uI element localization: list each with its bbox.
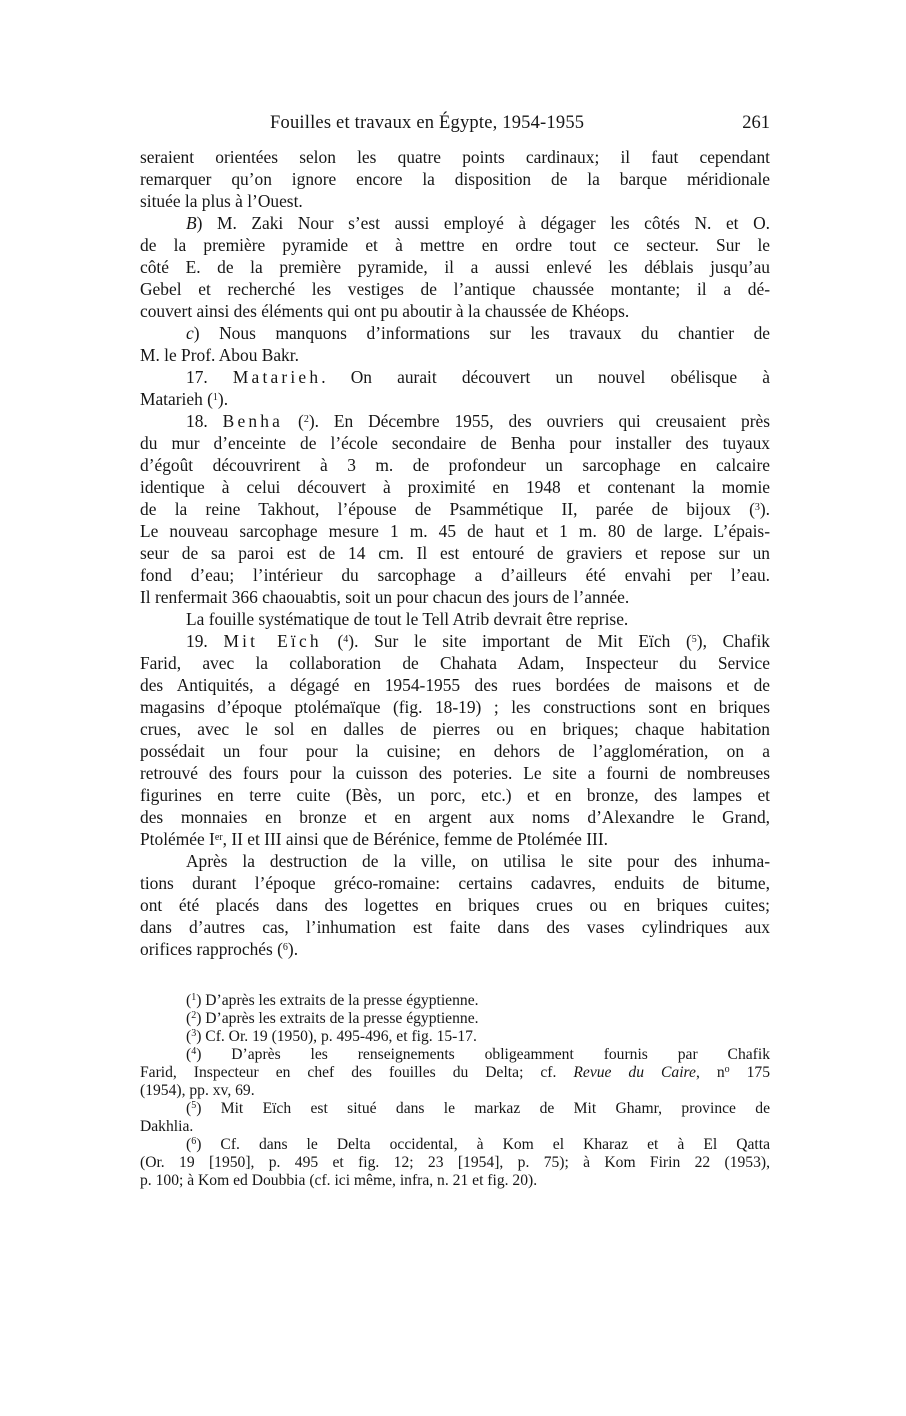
text-line: identique à celui découvert à proximité en 1948 et contenant la momie [140, 477, 770, 497]
footnote-line: Farid, Inspecteur en chef des fouilles du Delta; cf. Revue du Caire, $n^o$ 175 [140, 1064, 770, 1081]
text-line: La fouille systématique de tout le Tell Atrib devrait être reprise. [186, 609, 629, 629]
text-line: crues, avec le sol en dalles de pierres ou en briques; chaque habitation [140, 719, 770, 739]
text-line: fond d’eau; l’intérieur du sarcophage a d’ailleurs été envahi per l’eau. [140, 565, 770, 585]
text-line: 18. Benha ($^2$). En Décembre 1955, des ouvriers qui creusaient près [186, 411, 771, 431]
text-line: Le nouveau sarcophage mesure 1 m. 45 de haut et 1 m. 80 de large. L’épais- [140, 521, 770, 541]
text-line: Farid, avec la collaboration de Chahata Adam, Inspecteur du Service [140, 653, 770, 673]
text-line: figurines en terre cuite (Bès, un porc, etc.) et en bronze, des lampes et [140, 785, 770, 805]
text-line: seraient orientées selon les quatre points cardinaux; il faut cependant [140, 147, 770, 167]
text-line: des Antiquités, a dégagé en 1954-1955 des rues bordées de maisons et de [140, 675, 770, 695]
text-line: 17. Matarieh. On aurait découvert un nouvel obélisque à [186, 367, 770, 387]
footnote-line: (Or. 19 [1950], p. 495 et fig. 12; 23 [1954], p. 75); à Kom Firin 22 (1953), [140, 1154, 770, 1171]
text-line: tions durant l’époque gréco-romaine: certains cadavres, enduits de bitume, [140, 873, 770, 893]
body-text [140, 146, 770, 960]
text-line: du mur d’enceinte de l’école secondaire de Benha pour installer des tuyaux [140, 433, 770, 453]
running-head [140, 113, 770, 139]
text-line: Il renfermait 366 chaouabtis, soit un pour chacun des jours de l’année. [140, 587, 630, 607]
text-line: des monnaies en bronze et en argent aux noms d’Alexandre le Grand, [140, 807, 770, 827]
text-line: B) M. Zaki Nour s’est aussi employé à dégager les côtés N. et O. [186, 213, 770, 233]
text-line: c) Nous manquons d’informations sur les travaux du chantier de [186, 323, 770, 343]
text-line: seur de sa paroi est de 14 cm. Il est entouré de graviers et repose sur un [140, 543, 770, 563]
text-line: couvert ainsi des éléments qui ont pu aboutir à la chaussée de Khéops. [140, 301, 630, 321]
text-line: possédait un four pour la cuisine; en dehors de l’agglomération, on a [140, 741, 770, 761]
running-title: Fouilles et travaux en Égypte, 1954-1955 [270, 113, 585, 133]
page-number: 261 [742, 113, 770, 133]
text-line: Ptolémée Ier, II et III ainsi que de Bérénice, femme de Ptolémée III. [140, 829, 608, 849]
text-line: orifices rapprochés ($^6$). [140, 939, 299, 959]
text-line: dans d’autres cas, l’inhumation est faite dans des vases cylindriques aux [140, 917, 770, 937]
text-line: de la première pyramide et à mettre en ordre tout ce secteur. Sur le [140, 235, 770, 255]
text-line: Après la destruction de la ville, on utilisa le site pour des inhuma- [186, 851, 770, 871]
footnote-line: ($^3$) Cf. Or. 19 (1950), p. 495-496, et fig. 15-17. [186, 1028, 477, 1045]
footnote-line: ($^5$) Mit Eïch est situé dans le markaz de Mit Ghamr, province de [186, 1100, 770, 1117]
footnote-line: ($^1$) D’après les extraits de la presse égyptienne. [186, 992, 479, 1009]
text-line: retrouvé des fours pour la cuisson des poteries. Le site a fourni de nombreuses [140, 763, 770, 783]
text-line: Gebel et recherché les vestiges de l’antique chaussée montante; il a dé- [140, 279, 770, 299]
footnote-line: ($^2$) D’après les extraits de la presse égyptienne. [186, 1010, 479, 1027]
footnotes [140, 992, 770, 1190]
footnote-line: (1954), pp. xv, 69. [140, 1082, 255, 1099]
text-line: 19. Mit Eïch ($^4$). Sur le site important de Mit Eïch ($^5$), Chafik [186, 631, 770, 651]
text-line: ont été placés dans des logettes en briques crues ou en briques cuites; [140, 895, 770, 915]
text-line: d’égoût découvrirent à 3 m. de profondeur un sarcophage en calcaire [140, 455, 770, 475]
text-line: magasins d’époque ptolémaïque (fig. 18-19) ; les constructions sont en briques [140, 697, 770, 717]
text-line: située la plus à l’Ouest. [140, 191, 303, 211]
footnote-line: ($^6$) Cf. dans le Delta occidental, à Kom el Kharaz et à El Qatta [186, 1136, 770, 1153]
footnote-line: p. 100; à Kom ed Doubbia (cf. ici même, infra, n. 21 et fig. 20). [140, 1172, 538, 1189]
text-line: Matarieh ($^1$). [140, 389, 229, 409]
text-line: côté E. de la première pyramide, il a aussi enlevé les déblais jusqu’au [140, 257, 770, 277]
text-line: de la reine Takhout, l’épouse de Psammétique II, parée de bijoux ($^3$). [140, 499, 770, 519]
footnote-line: ($^4$) D’après les renseignements obligeamment fournis par Chafik [186, 1046, 770, 1063]
text-line: remarquer qu’on ignore encore la disposition de la barque méridionale [140, 169, 770, 189]
footnote-line: Dakhlia. [140, 1118, 194, 1135]
text-line: M. le Prof. Abou Bakr. [140, 345, 299, 365]
